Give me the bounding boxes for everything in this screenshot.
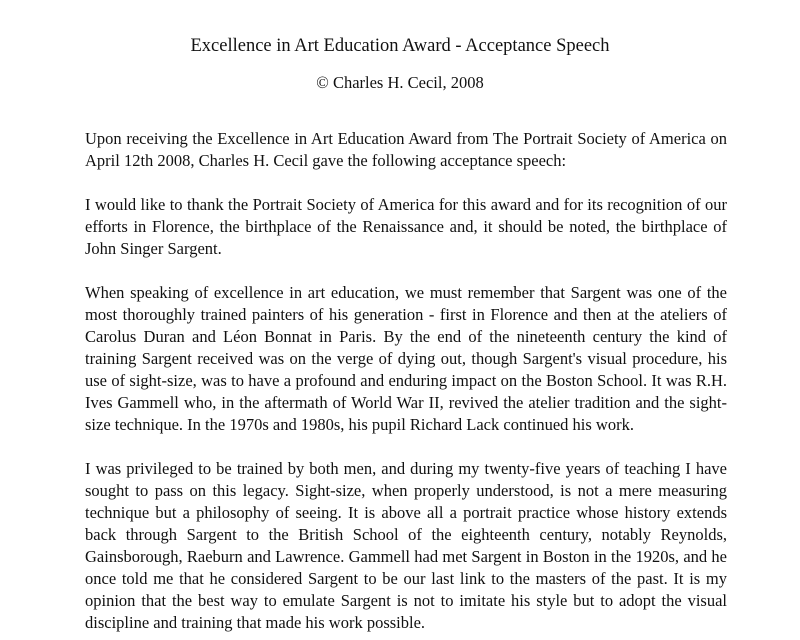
sargent-training-paragraph: When speaking of excellence in art education, we must remember that Sargent was one of the most thoroughly trained painters of his generation - first in Florence and then at the ateliers of Carolus Duran and Léon Bonnat in Paris. By the end of the nineteenth century the kind of training Sargent received was on the verge of dying out, though Sargent's visual procedure, his use of sight-size, was to have a profound and enduring impact on the Boston School. It was R.H. Ives Gammell who, in the aftermath of World War II, revived the atelier tradition and the sight-size technique. In the 1970s and 1980s, his pupil Richard Lack continued his work. bbox=[85, 283, 727, 434]
thanks-paragraph: I would like to thank the Portrait Society of America for this award and for its recognition of our efforts in Florence, the birthplace of the Renaissance and, it should be noted, the birthplace of John Singer Sargent. bbox=[85, 195, 727, 258]
speech-body bbox=[85, 128, 727, 634]
document-title: Excellence in Art Education Award - Acceptance Speech bbox=[190, 36, 610, 56]
legacy-paragraph: I was privileged to be trained by both men, and during my twenty-five years of teaching I have sought to pass on this legacy. Sight-size, when properly understood, is not a mere measuring technique but a philosophy of seeing. It is above all a portrait practice whose history extends back through Sargent to the British School of the eighteenth century, notably Reynolds, Gainsborough, Raeburn and Lawrence. Gammell had met Sargent in Boston in the 1920s, and he once told me that he considered Sargent to be our last link to the masters of the past. It is my opinion that the best way to emulate Sargent is not to imitate his style but to adopt the visual discipline and training that made his work possible. bbox=[85, 459, 727, 632]
intro-paragraph: Upon receiving the Excellence in Art Education Award from The Portrait Society of America on April 12th 2008, Charles H. Cecil gave the following acceptance speech: bbox=[85, 129, 727, 170]
copyright-line: © Charles H. Cecil, 2008 bbox=[316, 73, 484, 92]
